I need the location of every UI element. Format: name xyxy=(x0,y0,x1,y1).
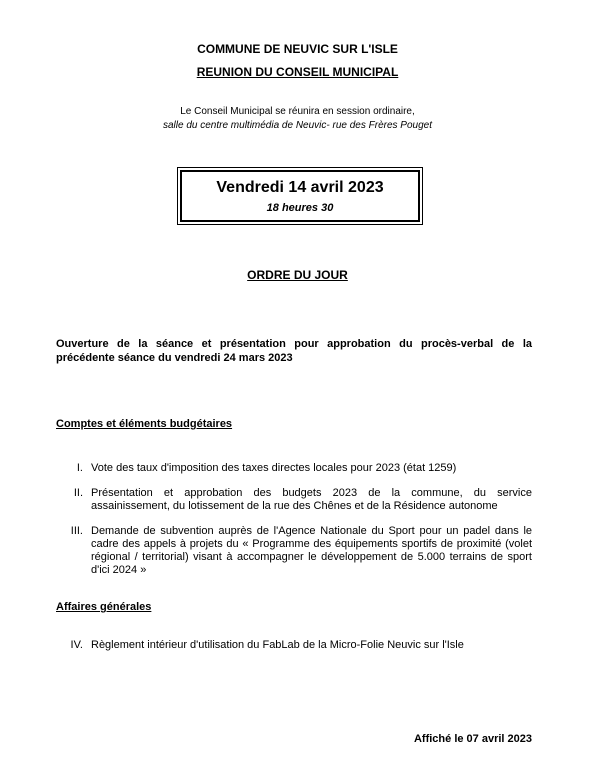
agenda-item xyxy=(56,487,532,513)
meeting-time: 18 heures 30 xyxy=(266,202,334,214)
session-line-2: salle du centre multimédia de Neuvic- rue des Frères Pouget xyxy=(162,120,433,131)
agenda-item xyxy=(56,462,532,475)
agenda-item-number: IV. xyxy=(70,639,83,651)
meeting-date: Vendredi 14 avril 2023 xyxy=(216,179,384,196)
agenda-item xyxy=(56,525,532,577)
agenda-item-number: I. xyxy=(76,462,83,474)
agenda-item xyxy=(56,639,532,652)
agenda-item-text: Présentation et approbation des budgets 2023 de la commune, du service assainissement, du lotissement de la rue des Chênes et de la Résidence autonome xyxy=(91,487,532,512)
agenda-item-number: II. xyxy=(73,487,83,499)
posted-date: Affiché le 07 avril 2023 xyxy=(413,733,532,745)
agenda-item-text: Demande de subvention auprès de l'Agence Nationale du Sport pour un padel dans le cadre des appels à projets du « Programme des équipements sportifs de proximité (volet régional / territorial) visant à accompagner le développement de 5.000 terrains de sport d'ici 2024 » xyxy=(91,525,532,576)
opening-paragraph: Ouverture de la séance et présentation pour approbation du procès-verbal de la précédente séance du vendredi 24 mars 2023 xyxy=(56,338,532,364)
agenda-item-text: Règlement intérieur d'utilisation du FabLab de la Micro-Folie Neuvic sur l'Isle xyxy=(91,639,464,651)
agenda-title: ORDRE DU JOUR xyxy=(247,268,348,282)
date-box xyxy=(180,170,420,222)
section-title-general: Affaires générales xyxy=(56,601,152,613)
section-title-budget: Comptes et éléments budgétaires xyxy=(56,418,233,430)
agenda-item-text: Vote des taux d'imposition des taxes directes locales pour 2023 (état 1259) xyxy=(91,462,457,474)
meeting-title: REUNION DU CONSEIL MUNICIPAL xyxy=(196,65,399,79)
session-line-1: Le Conseil Municipal se réunira en session ordinaire, xyxy=(180,106,415,117)
agenda-item-number: III. xyxy=(70,525,83,537)
commune-title: COMMUNE DE NEUVIC SUR L'ISLE xyxy=(197,42,398,56)
